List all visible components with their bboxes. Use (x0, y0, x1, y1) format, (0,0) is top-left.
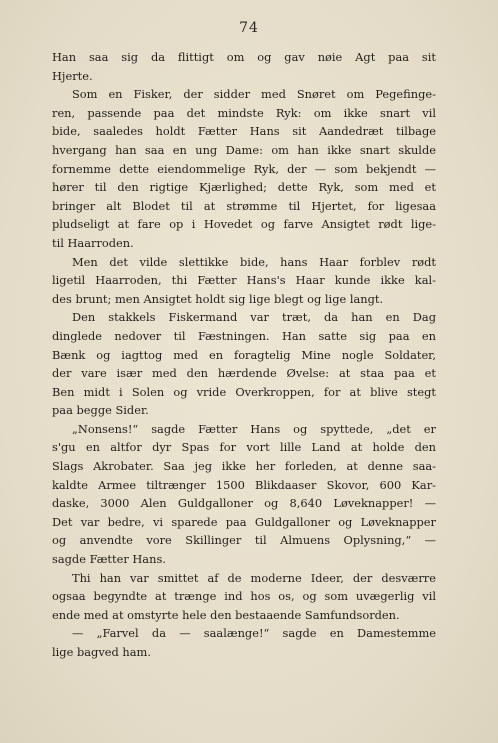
text-line: ligetil Haarroden, thi Fætter Hans's Haar kunde ikke kal- (52, 273, 436, 288)
text-line: Bænk og iagttog med en foragtelig Mine nogle Soldater, (52, 347, 436, 362)
text-line: ende med at omstyrte hele den bestaaende Samfundsorden. (52, 607, 400, 622)
text-line: „Nonsens!“ sagde Fætter Hans og spyttede, „det er (72, 421, 436, 436)
text-line: Det var bedre, vi sparede paa Guldgalloner og Løveknapper (52, 514, 436, 529)
body-text (52, 48, 436, 662)
text-line: dinglede nedover til Fæstningen. Han satte sig paa en (52, 328, 436, 343)
text-line: Som en Fisker, der sidder med Snøret om Pegefinge- (72, 87, 436, 102)
text-line: Thi han var smittet af de moderne Ideer, der desværre (72, 570, 436, 585)
text-line: hvergang han saa en ung Dame: om han ikke snart skulde (52, 142, 436, 157)
text-line: des brunt; men Ansigtet holdt sig lige blegt og lige langt. (52, 291, 384, 306)
text-line: til Haarroden. (52, 235, 134, 250)
text-line: Ben midt i Solen og vride Overkroppen, for at blive stegt (52, 384, 436, 399)
text-line: hører til den rigtige Kjærlighed; dette Ryk, som med et (52, 180, 436, 195)
text-line: Han saa sig da flittigt om og gav nøie Agt paa sit (52, 50, 436, 64)
text-line: lige bagved ham. (52, 645, 151, 659)
text-line: bide, saaledes holdt Fætter Hans sit Aandedræt tilbage (52, 124, 436, 139)
text-line: der vare især med den hærdende Øvelse: at staa paa et (52, 366, 436, 381)
text-line: kaldte Armee tiltrænger 1500 Blikdaaser Skovor, 600 Kar- (52, 477, 436, 492)
text-line: Hjerte. (52, 68, 93, 83)
text-line: — „Farvel da — saalænge!“ sagde en Damestemme (72, 626, 436, 641)
text-line: daske, 3000 Alen Guldgalloner og 8,640 Løveknapper! — (52, 496, 436, 511)
text-line: paa begge Sider. (52, 403, 149, 418)
text-line: s'gu en altfor dyr Spas for vort lille Land at holde den (52, 440, 436, 455)
text-line: Den stakkels Fiskermand var træt, da han en Dag (72, 310, 436, 325)
text-line: sagde Fætter Hans. (52, 552, 166, 567)
text-line: Men det vilde slettikke bide, hans Haar forblev rødt (72, 254, 436, 269)
text-line: Slags Akrobater. Saa jeg ikke her forleden, at denne saa- (52, 459, 436, 474)
text-line: pludseligt at fare op i Hovedet og farve Ansigtet rødt lige- (52, 217, 436, 232)
page-number: 74 (239, 20, 259, 36)
text-line: bringer alt Blodet til at strømme til Hjertet, for ligesaa (52, 198, 436, 213)
text-line: og anvendte vore Skillinger til Almuens Oplysning,“ — (52, 533, 436, 548)
text-line: ogsaa begyndte at trænge ind hos os, og som uvægerlig vil (52, 589, 436, 604)
text-line: ren, passende paa det mindste Ryk: om ikke snart vil (52, 105, 436, 120)
text-line: fornemme dette eiendommelige Ryk, der — som bekjendt — (52, 161, 436, 176)
